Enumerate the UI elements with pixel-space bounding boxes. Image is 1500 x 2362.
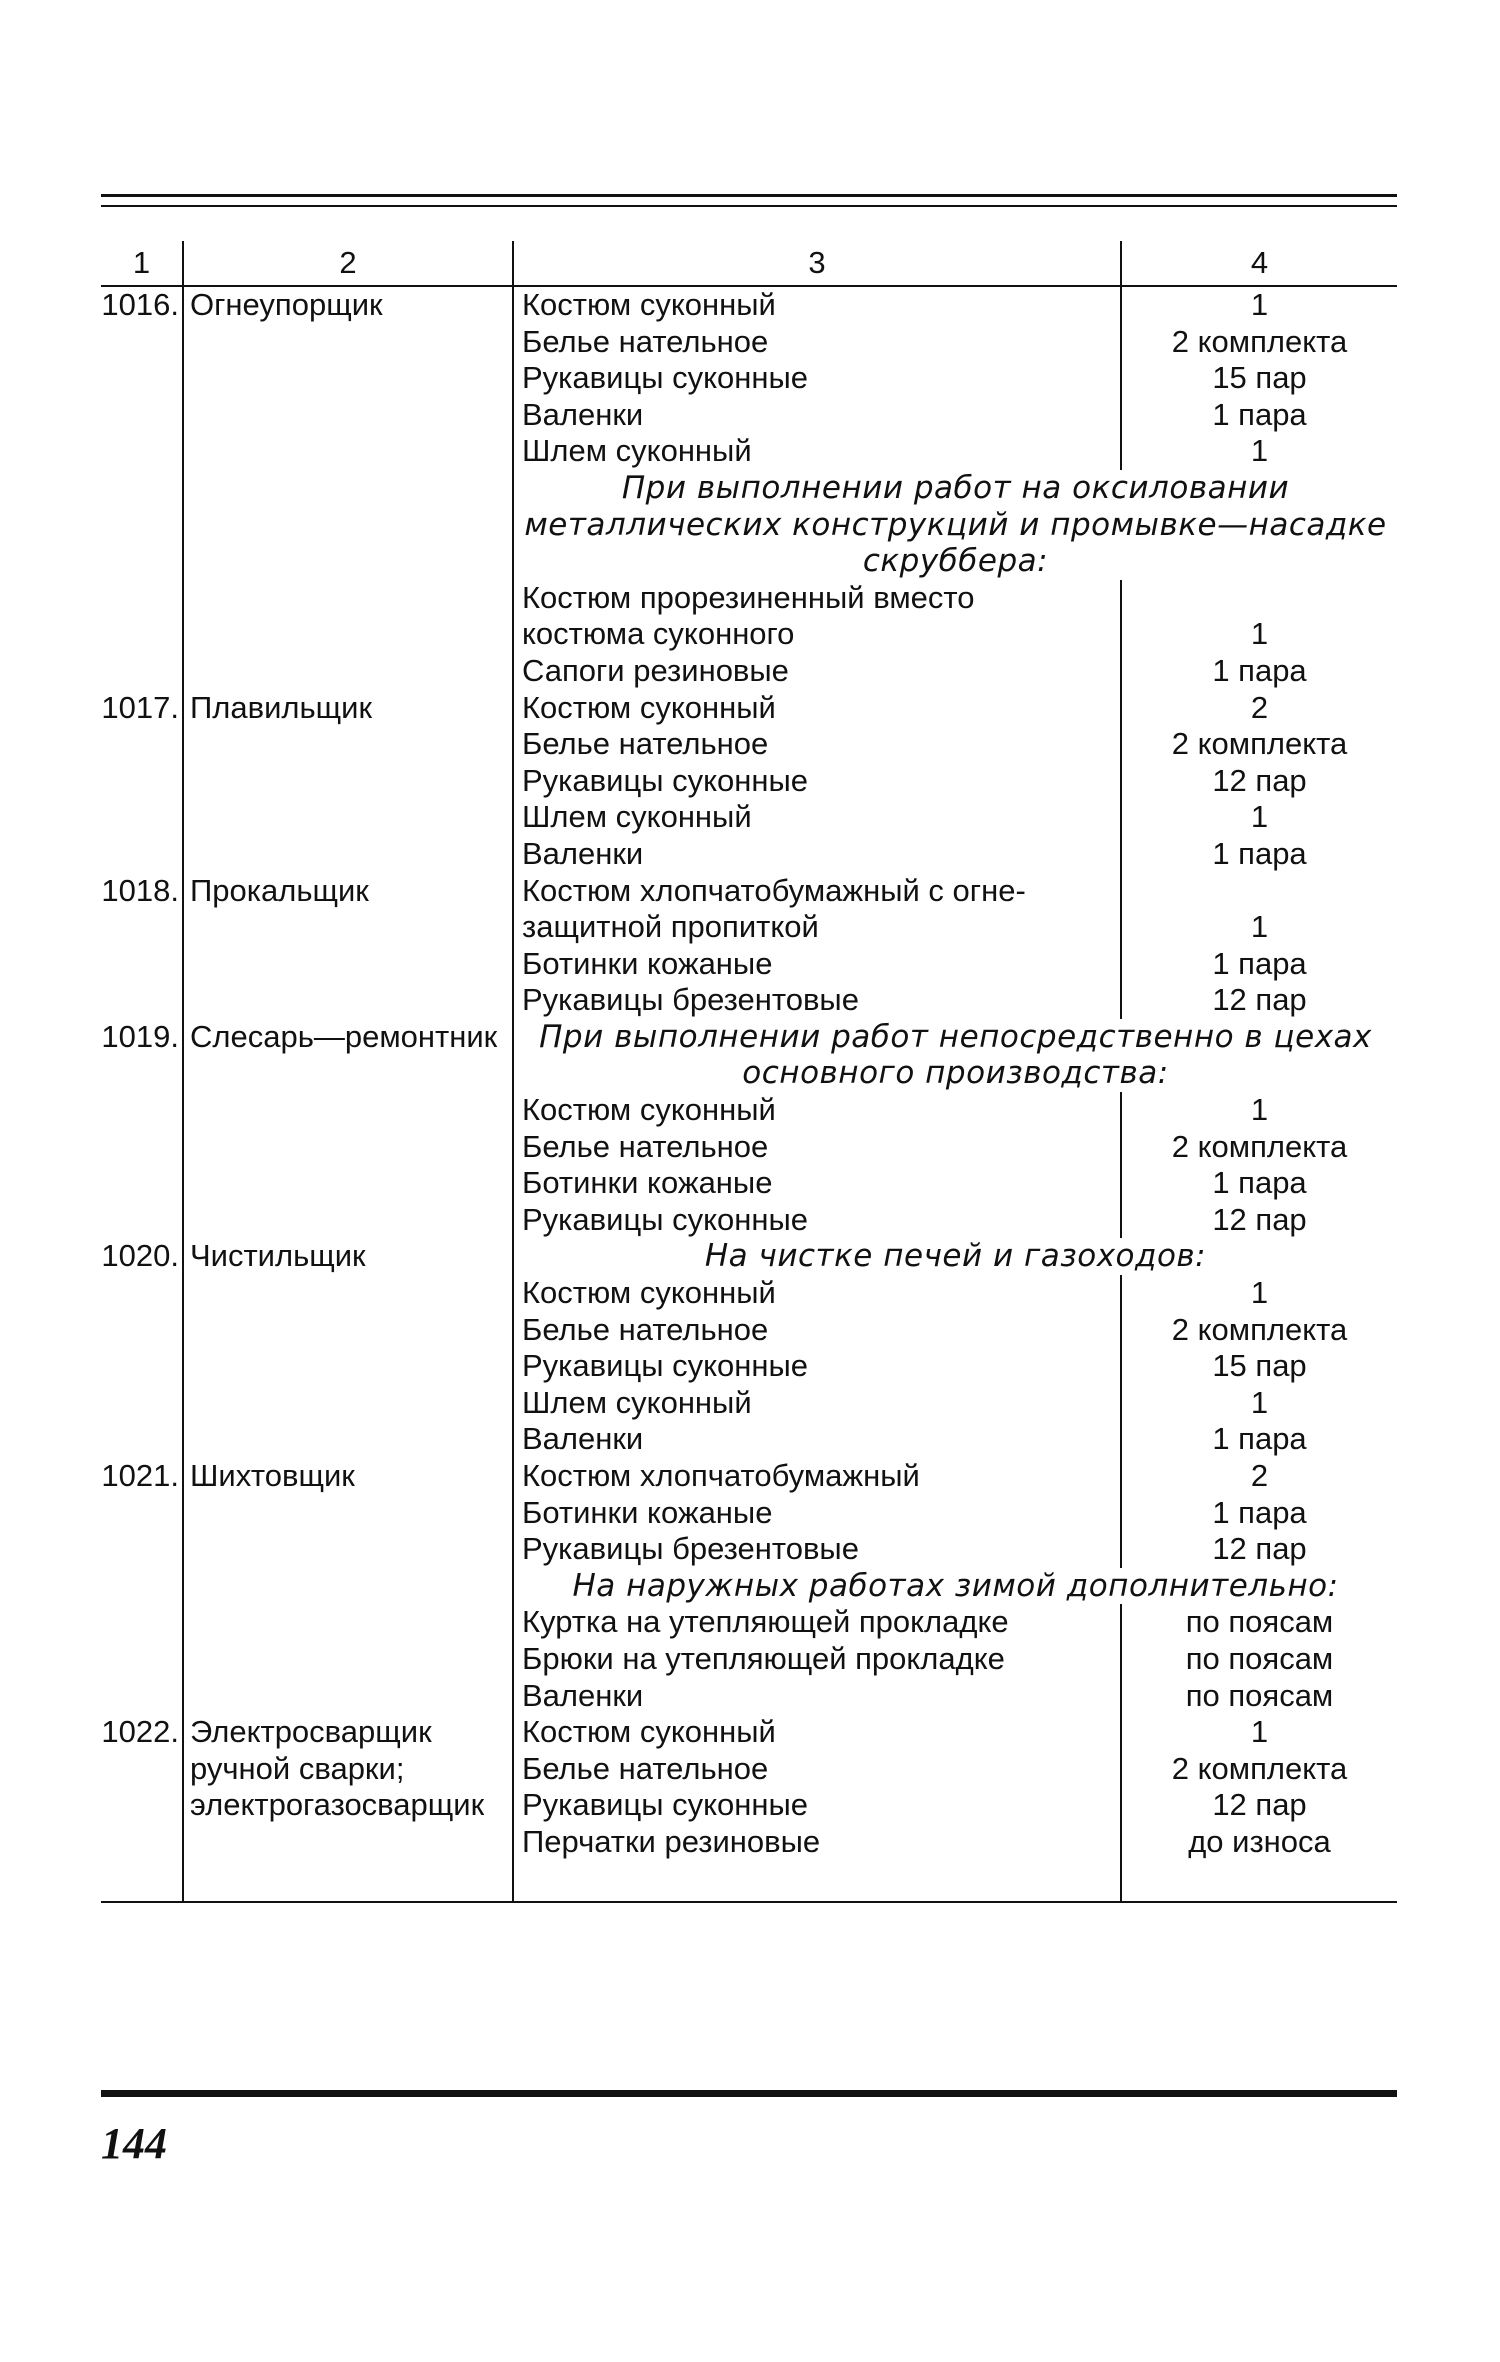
- table-row: [101, 946, 1397, 983]
- entry-number: [101, 1165, 183, 1202]
- entry-number: [101, 1385, 183, 1422]
- profession-name: [183, 1348, 513, 1385]
- equipment-quantity: 2 комплекта: [1121, 1751, 1397, 1788]
- entry-number: [101, 1312, 183, 1349]
- equipment-quantity: 1: [1121, 1275, 1397, 1312]
- entry-number: [101, 1678, 183, 1715]
- equipment-item: Куртка на утепляющей прокладке: [513, 1604, 1121, 1641]
- entry-number: [101, 726, 183, 763]
- table-row: [101, 1019, 1397, 1092]
- equipment-item: Костюм хлопчатобумажный: [513, 1458, 1121, 1495]
- equipment-item: Сапоги резиновые: [513, 653, 1121, 690]
- equipment-item: костюма суконного: [513, 616, 1121, 653]
- table-header-row: [101, 241, 1397, 286]
- equipment-item: Рукавицы суконные: [513, 1202, 1121, 1239]
- profession-name: [183, 1129, 513, 1166]
- profession-name: [183, 324, 513, 361]
- equipment-item: Белье нательное: [513, 1751, 1121, 1788]
- profession-name: [183, 1202, 513, 1239]
- equipment-quantity: 2 комплекта: [1121, 1312, 1397, 1349]
- equipment-quantity: 1 пара: [1121, 836, 1397, 873]
- top-double-rule-upper: [101, 194, 1397, 197]
- equipment-item: Шлем суконный: [513, 433, 1121, 470]
- table-body: [101, 286, 1397, 1902]
- entry-number: [101, 1092, 183, 1129]
- bottom-thick-rule: [101, 2090, 1397, 2097]
- table-row: [101, 433, 1397, 470]
- profession-name: Слесарь—ремонтник: [183, 1019, 513, 1092]
- equipment-quantity: 1: [1121, 909, 1397, 946]
- equipment-quantity: 2 комплекта: [1121, 726, 1397, 763]
- equipment-item: Ботинки кожаные: [513, 1165, 1121, 1202]
- entry-number: 1020.: [101, 1238, 179, 1274]
- equipment-quantity: по поясам: [1121, 1604, 1397, 1641]
- entry-number: [101, 1568, 183, 1605]
- profession-name: [183, 799, 513, 836]
- equipment-item: Костюм суконный: [513, 286, 1121, 324]
- equipment-item: Костюм суконный: [513, 1092, 1121, 1129]
- profession-name: [183, 1568, 513, 1605]
- entry-number: [101, 909, 183, 946]
- profession-name: [183, 1641, 513, 1678]
- table-row: [101, 1092, 1397, 1129]
- equipment-item: Костюм хлопчатобумажный с огне-: [513, 873, 1121, 910]
- equipment-item: Шлем суконный: [513, 1385, 1121, 1422]
- equipment-quantity: 1: [1121, 1092, 1397, 1129]
- profession-name: Чистильщик: [183, 1238, 513, 1275]
- equipment-quantity: 1: [1121, 799, 1397, 836]
- equipment-quantity: 2 комплекта: [1121, 324, 1397, 361]
- equipment-item: Белье нательное: [513, 1129, 1121, 1166]
- entry-number: [101, 470, 183, 580]
- equipment-item: Перчатки резиновые: [513, 1824, 1121, 1902]
- entry-number: [101, 1787, 183, 1824]
- equipment-quantity: 1: [1121, 1385, 1397, 1422]
- entry-number: [101, 433, 183, 470]
- equipment-item: Белье нательное: [513, 726, 1121, 763]
- entry-number: 1021.: [101, 1458, 179, 1493]
- equipment-item: Рукавицы суконные: [513, 1348, 1121, 1385]
- entry-number: 1019.: [101, 1018, 179, 1054]
- table-row: [101, 1165, 1397, 1202]
- table-row: [101, 1348, 1397, 1385]
- table-row: [101, 324, 1397, 361]
- equipment-quantity: 15 пар: [1121, 1348, 1397, 1385]
- equipment-item: Ботинки кожаные: [513, 1495, 1121, 1532]
- table-row: [101, 580, 1397, 617]
- entry-number: [101, 324, 183, 361]
- equipment-item: Валенки: [513, 1678, 1121, 1715]
- entry-number: [101, 982, 183, 1019]
- page-number: 144: [101, 2119, 167, 2168]
- table-row: [101, 616, 1397, 653]
- profession-name: Прокальщик: [183, 873, 513, 910]
- condition-note: При выполнении работ непосредственно в цехах основного производства:: [513, 1019, 1397, 1092]
- equipment-quantity: 1: [1121, 1714, 1397, 1751]
- entry-number: [101, 836, 183, 873]
- equipment-item: Костюм суконный: [513, 1275, 1121, 1312]
- table-row: [101, 1751, 1397, 1788]
- equipment-quantity: 1: [1121, 433, 1397, 470]
- table-row: [101, 1312, 1397, 1349]
- table-row: [101, 1385, 1397, 1422]
- equipment-item: Валенки: [513, 836, 1121, 873]
- equipment-item: Костюм суконный: [513, 690, 1121, 727]
- profession-name: [183, 909, 513, 946]
- equipment-quantity: 1 пара: [1121, 1421, 1397, 1458]
- equipment-item: Рукавицы суконные: [513, 763, 1121, 800]
- equipment-quantity: 1 пара: [1121, 1495, 1397, 1532]
- entry-number: [101, 1531, 183, 1568]
- entry-number: [101, 763, 183, 800]
- table-row: [101, 1824, 1397, 1902]
- equipment-quantity: 1 пара: [1121, 653, 1397, 690]
- protective-clothing-table: [101, 241, 1397, 1903]
- entry-number: [101, 1751, 183, 1788]
- entry-number: [101, 1495, 183, 1532]
- equipment-item: Белье нательное: [513, 324, 1121, 361]
- profession-name: электрогазосварщик: [183, 1787, 513, 1824]
- entry-number: [101, 1421, 183, 1458]
- table-row: [101, 360, 1397, 397]
- profession-name: ручной сварки;: [183, 1751, 513, 1788]
- table-row: [101, 1641, 1397, 1678]
- table-row: [101, 397, 1397, 434]
- entry-number: [101, 799, 183, 836]
- entry-number: [101, 1348, 183, 1385]
- entry-number: [101, 1129, 183, 1166]
- profession-name: [183, 470, 513, 580]
- profession-name: [183, 946, 513, 983]
- entry-number: [101, 653, 183, 690]
- profession-name: Плавильщик: [183, 690, 513, 727]
- profession-name: [183, 982, 513, 1019]
- profession-name: [183, 726, 513, 763]
- profession-name: [183, 1275, 513, 1312]
- column-header-4: 4: [1121, 241, 1397, 286]
- entry-number: [101, 360, 183, 397]
- profession-name: [183, 1604, 513, 1641]
- equipment-quantity: 2: [1121, 690, 1397, 727]
- entry-number: [101, 1824, 183, 1902]
- table-row: [101, 763, 1397, 800]
- table-row: [101, 1238, 1397, 1275]
- equipment-quantity: до износа: [1121, 1824, 1397, 1902]
- entry-number: [101, 1641, 183, 1678]
- profession-name: [183, 1421, 513, 1458]
- profession-name: [183, 1312, 513, 1349]
- equipment-quantity: 12 пар: [1121, 763, 1397, 800]
- equipment-item: Рукавицы брезентовые: [513, 982, 1121, 1019]
- table-row: [101, 1202, 1397, 1239]
- entry-number: [101, 397, 183, 434]
- table-row: [101, 1531, 1397, 1568]
- equipment-quantity: 2 комплекта: [1121, 1129, 1397, 1166]
- profession-name: [183, 433, 513, 470]
- table-row: [101, 690, 1397, 727]
- profession-name: [183, 1678, 513, 1715]
- equipment-quantity: [1121, 580, 1397, 617]
- equipment-item: Костюм прорезиненный вместо: [513, 580, 1121, 617]
- table-row: [101, 873, 1397, 910]
- equipment-quantity: 12 пар: [1121, 982, 1397, 1019]
- equipment-quantity: 12 пар: [1121, 1787, 1397, 1824]
- entry-number: [101, 1275, 183, 1312]
- equipment-quantity: 12 пар: [1121, 1202, 1397, 1239]
- table-row: [101, 726, 1397, 763]
- column-header-1: 1: [101, 241, 183, 286]
- profession-name: Электросварщик: [183, 1714, 513, 1751]
- table-row: [101, 1495, 1397, 1532]
- equipment-quantity: 1 пара: [1121, 946, 1397, 983]
- equipment-quantity: по поясам: [1121, 1678, 1397, 1715]
- equipment-item: Костюм суконный: [513, 1714, 1121, 1751]
- equipment-quantity: 15 пар: [1121, 360, 1397, 397]
- table-row: [101, 470, 1397, 580]
- table-row: [101, 1421, 1397, 1458]
- profession-name: [183, 397, 513, 434]
- table-row: [101, 982, 1397, 1019]
- equipment-quantity: 1 пара: [1121, 397, 1397, 434]
- table-row: [101, 1604, 1397, 1641]
- entry-number: 1018.: [101, 872, 179, 908]
- equipment-item: Валенки: [513, 397, 1121, 434]
- equipment-item: защитной пропиткой: [513, 909, 1121, 946]
- table-row: [101, 836, 1397, 873]
- equipment-quantity: 2: [1121, 1458, 1397, 1495]
- profession-name: [183, 1092, 513, 1129]
- equipment-item: Шлем суконный: [513, 799, 1121, 836]
- entry-number: 1016.: [101, 287, 179, 322]
- profession-name: [183, 1495, 513, 1532]
- entry-number: [101, 580, 183, 617]
- profession-name: Шихтовщик: [183, 1458, 513, 1495]
- equipment-item: Валенки: [513, 1421, 1121, 1458]
- condition-note: На наружных работах зимой дополнительно:: [513, 1568, 1397, 1605]
- condition-note: При выполнении работ на оксиловании металлических конструкций и промывке—насадке скруббера:: [513, 470, 1397, 580]
- profession-name: [183, 763, 513, 800]
- table-row: [101, 1678, 1397, 1715]
- table-row: [101, 653, 1397, 690]
- entry-number: [101, 946, 183, 983]
- column-header-2: 2: [183, 241, 513, 286]
- table-row: [101, 799, 1397, 836]
- entry-number: 1022.: [101, 1714, 179, 1750]
- entry-number: [101, 1604, 183, 1641]
- profession-name: [183, 616, 513, 653]
- entry-number: [101, 616, 183, 653]
- equipment-quantity: 1: [1121, 616, 1397, 653]
- table-row: [101, 1787, 1397, 1824]
- table-row: [101, 1714, 1397, 1751]
- profession-name: [183, 580, 513, 617]
- equipment-quantity: 1 пара: [1121, 1165, 1397, 1202]
- column-header-3: 3: [513, 241, 1121, 286]
- equipment-quantity: по поясам: [1121, 1641, 1397, 1678]
- profession-name: [183, 360, 513, 397]
- equipment-item: Рукавицы брезентовые: [513, 1531, 1121, 1568]
- profession-name: [183, 1165, 513, 1202]
- equipment-quantity: 12 пар: [1121, 1531, 1397, 1568]
- profession-name: [183, 1385, 513, 1422]
- equipment-item: Ботинки кожаные: [513, 946, 1121, 983]
- top-double-rule-lower: [101, 205, 1397, 207]
- equipment-quantity: 1: [1121, 286, 1397, 324]
- equipment-item: Рукавицы суконные: [513, 360, 1121, 397]
- table-row: [101, 1275, 1397, 1312]
- equipment-item: Белье нательное: [513, 1312, 1121, 1349]
- condition-note: На чистке печей и газоходов:: [513, 1238, 1397, 1275]
- equipment-item: Рукавицы суконные: [513, 1787, 1121, 1824]
- profession-name: [183, 1531, 513, 1568]
- entry-number: [101, 1202, 183, 1239]
- profession-name: Огнеупорщик: [183, 286, 513, 324]
- table-row: [101, 909, 1397, 946]
- table-row: [101, 1129, 1397, 1166]
- table-row: [101, 286, 1397, 324]
- profession-name: [183, 836, 513, 873]
- equipment-quantity: [1121, 873, 1397, 910]
- entry-number: 1017.: [101, 689, 179, 725]
- table-row: [101, 1568, 1397, 1605]
- profession-name: [183, 1824, 513, 1902]
- profession-name: [183, 653, 513, 690]
- table-row: [101, 1458, 1397, 1495]
- equipment-item: Брюки на утепляющей прокладке: [513, 1641, 1121, 1678]
